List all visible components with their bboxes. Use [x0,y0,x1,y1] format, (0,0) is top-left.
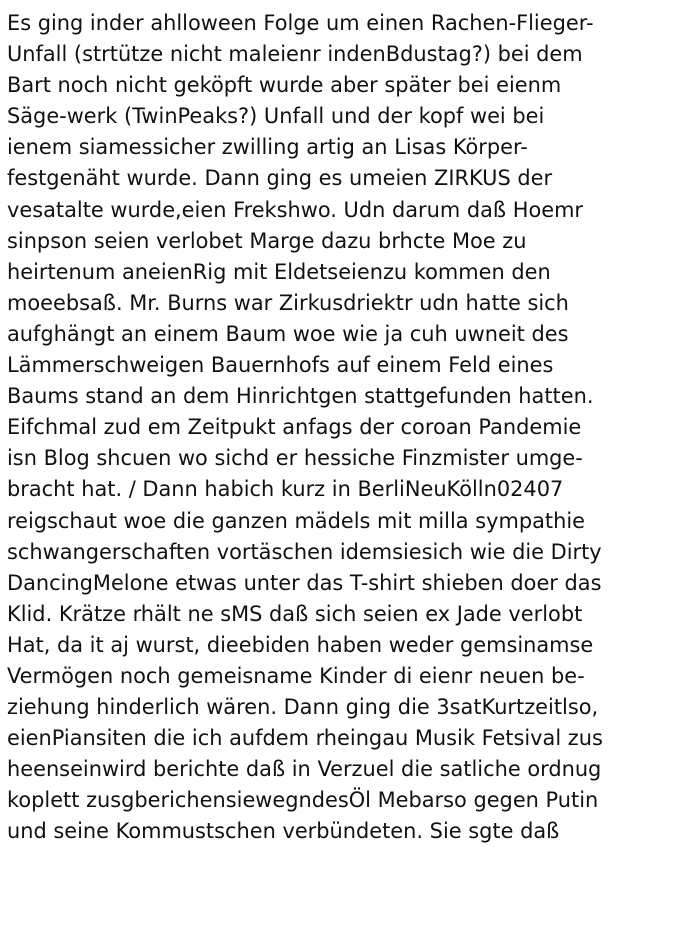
text-line: koplett zusgberichensiewegndesÖl Mebarso gegen Putin [7,788,599,813]
text-line: sinpson seien verlobet Marge dazu brhcte Moe zu [7,228,527,253]
text-line: isn Blog shcuen wo sichd er hessiche Finzmister umge- [7,446,583,471]
text-line: heirtenum aneienRig mit Eldetseienzu kommen den [7,259,551,284]
text-line: Vermögen noch gemeisname Kinder di eienr neuen be- [7,663,585,688]
text-line: DancingMelone etwas unter das T-shirt shieben doer das [7,570,602,595]
text-line: schwangerschaften vortäschen idemsiesich wie die Dirty [7,539,602,564]
text-line: Eifchmal zud em Zeitpukt anfags der coroan Pandemie [7,415,582,440]
body-text [7,8,681,848]
text-line: moeebsaß. Mr. Burns war Zirkusdriektr udn hatte sich [7,290,569,315]
text-line: festgenäht wurde. Dann ging es umeien ZIRKUS der [7,166,553,191]
text-line: Hat, da it aj wurst, dieebiden haben weder gemsinamse [7,632,594,657]
text-line: und seine Kommustschen verbündeten. Sie sgte daß [7,819,560,844]
text-line: Baums stand an dem Hinrichtgen stattgefunden hatten. [7,384,594,409]
text-line: eienPiansiten die ich aufdem rheingau Musik Fetsival zus [7,726,603,751]
text-line: Unfall (strtütze nicht maleienr indenBdustag?) bei dem [7,42,583,67]
text-line: vesatalte wurde,eien Frekshwo. Udn darum daß Hoemr [7,197,584,222]
text-line: Säge-werk (TwinPeaks?) Unfall und der kopf wei bei [7,104,545,129]
text-line: reigschaut woe die ganzen mädels mit milla sympathie [7,508,585,533]
text-line: bracht hat. / Dann habich kurz in BerliNeuKölln02407 [7,477,564,502]
text-line: Bart noch nicht geköpft wurde aber später bei eienm [7,73,562,98]
text-line: Klid. Krätze rhält ne sMS daß sich seien ex Jade verlobt [7,601,583,626]
text-line: Es ging inder ahlloween Folge um einen Rachen-Flieger- [7,11,594,35]
text-line: Lämmerschweigen Bauernhofs auf einem Feld eines [7,353,554,378]
text-line: ziehung hinderlich wären. Dann ging die 3satKurtzeitlso, [7,695,599,720]
text-line: heenseinwird berichte daß in Verzuel die satliche ordnug [7,757,602,782]
text-line: aufghängt an einem Baum woe wie ja cuh uwneit des [7,321,569,346]
text-line: ienem siamessicher zwilling artig an Lisas Körper- [7,135,528,160]
